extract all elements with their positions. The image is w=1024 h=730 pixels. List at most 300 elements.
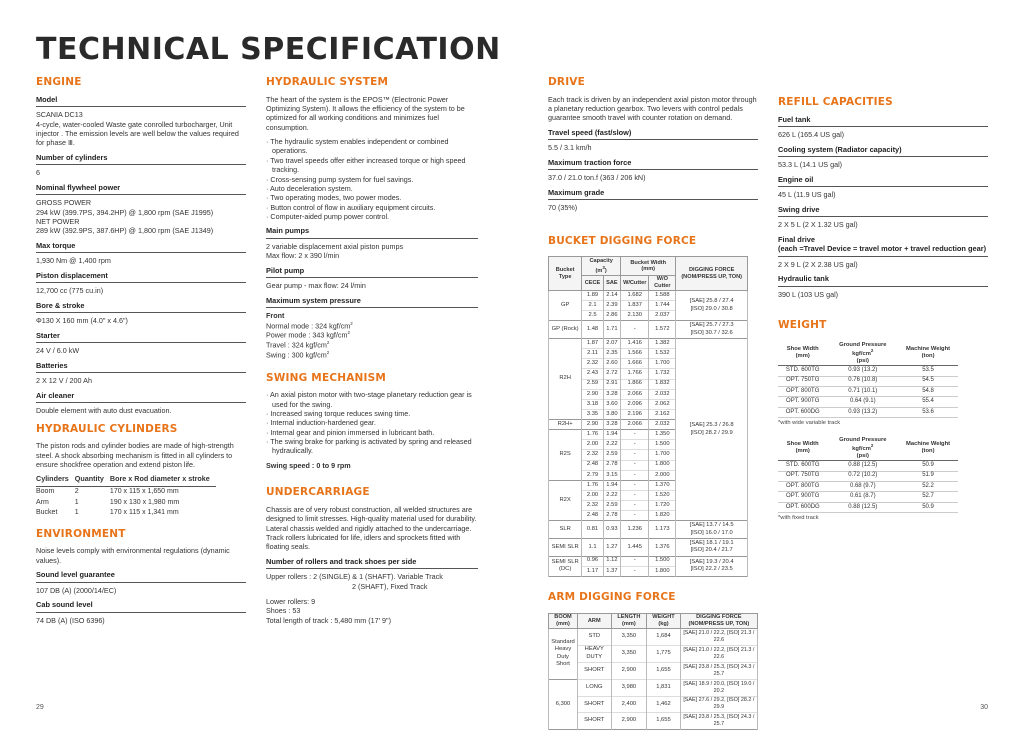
table-cell: 2.59 xyxy=(603,501,620,511)
table-cell: 2,900 xyxy=(611,663,647,680)
table-cell: Boom xyxy=(36,488,55,496)
digging-force-line: [SAE] 25.3 / 26.8 xyxy=(689,422,734,429)
table-cell: 1.682 xyxy=(621,291,649,301)
table-row xyxy=(778,482,958,492)
spec-value xyxy=(778,260,988,269)
digging-force-line: [SAE] 18.1 / 19.1 xyxy=(689,539,734,546)
bucket-type-cell: SEMI SLR (DC) xyxy=(549,556,582,576)
table-cell: 2.60 xyxy=(603,359,620,369)
spec-value-line: 5.5 / 3.1 km/h xyxy=(548,143,592,153)
digging-force-line: [ISO] 29.0 / 30.8 xyxy=(690,305,733,312)
weight-table-fixed xyxy=(778,436,958,513)
drive-spec-list xyxy=(548,128,758,213)
spec-value-line: 12,700 cc (775 cu.in) xyxy=(36,286,104,296)
col-ground-pressure: Ground Pressure kgf/$cm^2$ (psi) xyxy=(827,341,898,366)
table-cell: 55.4 xyxy=(898,397,958,407)
table-cell: 1,831 xyxy=(647,679,680,696)
table-cell: 1 xyxy=(74,508,79,516)
spec-value xyxy=(36,286,246,295)
spec-label: Cooling system (Radiator capacity) xyxy=(778,145,988,158)
table-cell: [SAE] 23.8 / 25.3, [ISO] 24.3 / 25.7 xyxy=(680,713,757,730)
table-row xyxy=(549,713,758,730)
table-cell: 1.37 xyxy=(603,566,620,576)
bullet-item: · Cross-sensing pump system for fuel savings. xyxy=(266,175,478,184)
weight-heading: WEIGHT xyxy=(778,319,827,332)
table-cell: 2.062 xyxy=(649,399,676,409)
spec-value xyxy=(36,406,246,415)
table-cell: 1.700 xyxy=(649,359,676,369)
table-cell: 1.866 xyxy=(621,379,649,389)
table-cell: 0.93 (13.2) xyxy=(827,407,898,417)
pressure-line xyxy=(266,340,478,350)
table-cell: 1.76 xyxy=(582,430,604,440)
table-cell: 1.416 xyxy=(621,339,649,349)
table-cell: 3.28 xyxy=(603,389,620,399)
spec-value-line: 626 L (165.4 US gal) xyxy=(778,130,845,140)
table-cell: 1.832 xyxy=(649,379,676,389)
bullet-item: · Two travel speeds offer either increased torque or high speed tracking. xyxy=(266,156,478,175)
digging-force-line: [SAE] 13.7 / 14.5 xyxy=(689,522,734,529)
table-cell: 1.376 xyxy=(649,538,676,556)
table-row xyxy=(778,471,958,481)
table-cell: 2.32 xyxy=(582,359,604,369)
table-cell: 2.066 xyxy=(621,420,649,430)
table-cell: 1.732 xyxy=(649,369,676,379)
table-cell: 1.89 xyxy=(582,291,604,301)
bucket-digging-force-table xyxy=(548,256,748,577)
table-cell: 2.130 xyxy=(621,311,649,321)
table-cell: 1.87 xyxy=(582,339,604,349)
bullet-item: · Internal induction-hardened gear. xyxy=(266,418,478,427)
spec-label: Maximum traction force xyxy=(548,158,758,171)
refill-spec-list xyxy=(778,115,988,300)
spec-label: Piston displacement xyxy=(36,271,246,284)
table-cell: 0.93 xyxy=(603,521,620,539)
drive-heading: DRIVE xyxy=(548,76,586,88)
spec-label: Number of cylinders xyxy=(36,153,246,166)
table-cell: 50.9 xyxy=(898,461,958,471)
table-row xyxy=(549,538,748,556)
spec-value-line: 294 kW (399.7PS, 394.2HP) @ 1,800 rpm (SAE J1995) xyxy=(36,207,214,217)
table-cell: 1.500 xyxy=(649,440,676,450)
table-row xyxy=(778,387,958,397)
bullet-item: · An axial piston motor with two-stage planetary reduction gear is used for the swing. xyxy=(266,390,478,409)
table-cell: 1.94 xyxy=(603,480,620,490)
table-row xyxy=(778,502,958,512)
spec-value-line: 390 L (103 US gal) xyxy=(778,289,839,299)
cylinders-table xyxy=(36,474,216,517)
weight-table-variable xyxy=(778,341,958,418)
table-cell: 51.9 xyxy=(898,471,958,481)
table-cell: - xyxy=(621,566,649,576)
table-cell: 2.39 xyxy=(603,301,620,311)
spec-value xyxy=(36,110,246,147)
bucket-digging-force-heading: BUCKET DIGGING FORCE xyxy=(548,234,697,247)
engine-heading: ENGINE xyxy=(36,76,82,88)
environment-text: Noise levels comply with environmental regulations (dynamic values). xyxy=(36,546,230,565)
table-cell: 52.7 xyxy=(898,492,958,502)
spec-value xyxy=(266,281,478,290)
bucket-type-cell: GP (Rock) xyxy=(549,321,582,339)
pressure-line xyxy=(266,330,478,340)
table-cell: 1.666 xyxy=(621,359,649,369)
spec-value xyxy=(36,316,246,325)
hydraulic-system-heading: HYDRAULIC SYSTEM xyxy=(266,76,389,88)
table-cell: 1.520 xyxy=(649,490,676,500)
table-cell: 54.5 xyxy=(898,376,958,386)
table-cell: 1.173 xyxy=(649,521,676,539)
table-cell: 170 x 115 x 1,650 mm xyxy=(109,488,179,496)
table-cell: 190 x 130 x 1,980 mm xyxy=(109,498,180,506)
engine-spec-list xyxy=(36,95,246,416)
table-cell: 2 xyxy=(74,488,79,496)
bucket-type-cell: SEMI SLR xyxy=(549,538,582,556)
table-cell: - xyxy=(621,490,649,500)
spec-value xyxy=(548,143,758,152)
drive-text: Each track is driven by an independent axial piston motor through a planetary reduction gearbox. Two levers with control pedals guarantee smooth travel with counter rotation on demand. xyxy=(548,94,757,123)
spec-value-line: 2 variable displacement axial piston pumps xyxy=(266,241,404,251)
spec-value-line: Gear pump - max flow: 24 l/min xyxy=(266,281,366,291)
table-cell: SHORT xyxy=(578,713,612,730)
table-row xyxy=(549,645,758,663)
spec-label: Starter xyxy=(36,331,246,344)
table-cell: OPT. 600DG xyxy=(778,502,827,512)
pressure-unit-sup: 2 xyxy=(326,340,330,346)
table-cell: 1 xyxy=(74,498,79,506)
table-cell: OPT. 800TG xyxy=(778,387,827,397)
table-cell: Bucket xyxy=(36,508,58,516)
table-cell: 2,900 xyxy=(611,713,647,730)
table-cell: STD. 600TG xyxy=(778,461,827,471)
spec-label: Main pumps xyxy=(266,226,478,239)
spec-label: Swing drive xyxy=(778,205,988,218)
table-cell: 1.350 xyxy=(649,430,676,440)
page-number-right: 30 xyxy=(980,704,988,711)
refill-capacities-heading: REFILL CAPACITIES xyxy=(778,96,893,108)
table-cell: 1.572 xyxy=(649,321,676,339)
arm-digging-force-heading: ARM DIGGING FORCE xyxy=(548,590,676,603)
table-cell: 1.1 xyxy=(582,538,604,556)
table-cell: 1.94 xyxy=(603,430,620,440)
table-cell: - xyxy=(621,440,649,450)
table-cell: 1.370 xyxy=(649,480,676,490)
table-row xyxy=(778,492,958,502)
table-cell: OPT. 600DG xyxy=(778,407,827,417)
col-machine-weight: Machine Weight (ton) xyxy=(898,436,958,461)
table-cell: 3,980 xyxy=(611,679,647,696)
weight-note-fixed: *with fixed track xyxy=(778,515,819,522)
spec-label: Model xyxy=(36,95,246,108)
col-bucket-type: Bucket Type xyxy=(549,257,582,291)
table-cell: 2.59 xyxy=(582,379,604,389)
rollers-label: Number of rollers and track shoes per side xyxy=(266,557,478,570)
hydraulic-bullet-list xyxy=(266,137,478,221)
col-digging-force: DIGGING FORCE (NOM/PRESS UP, TON) xyxy=(676,257,748,291)
table-cell: 1.532 xyxy=(649,349,676,359)
swing-bullet-list xyxy=(266,390,478,456)
table-cell: 2.000 xyxy=(649,470,676,480)
table-cell: 53.5 xyxy=(898,366,958,376)
bucket-type-cell: R2X xyxy=(549,480,582,521)
spec-label: Max torque xyxy=(36,241,246,254)
roller-line: Total length of track : 5,480 mm (17' 9") xyxy=(266,615,391,625)
table-cell: 3,350 xyxy=(611,628,647,645)
table-cell: 2.91 xyxy=(603,379,620,389)
spec-label: Sound level guarantee xyxy=(36,570,246,583)
table-cell: OPT. 750TG xyxy=(778,376,827,386)
table-cell: 0.71 (10.1) xyxy=(827,387,898,397)
table-cell: 1.12 xyxy=(603,556,620,566)
pressure-text: Travel : 324 kgf/cm xyxy=(266,340,327,350)
table-cell: 0.93 (13.2) xyxy=(827,366,898,376)
table-cell: 50.9 xyxy=(898,502,958,512)
table-row xyxy=(778,397,958,407)
table-cell: 2,400 xyxy=(611,696,647,713)
table-cell: 1.76 xyxy=(582,480,604,490)
table-cell: 2.35 xyxy=(603,349,620,359)
digging-force-line: [SAE] 25.7 / 27.3 xyxy=(689,322,734,329)
digging-force-line: [ISO] 20.4 / 21.7 xyxy=(690,547,733,554)
table-cell: 1,775 xyxy=(647,645,680,663)
table-cell: 52.2 xyxy=(898,482,958,492)
table-cell: 1.566 xyxy=(621,349,649,359)
table-cell: OPT. 750TG xyxy=(778,471,827,481)
spec-value-line: 53.3 L (14.1 US gal) xyxy=(778,160,843,170)
boom-cell: Standard Heavy Duty Short xyxy=(549,628,578,679)
spec-value xyxy=(778,220,988,229)
col-sae: SAE xyxy=(603,275,620,290)
table-cell: - xyxy=(621,470,649,480)
table-cell: 2.32 xyxy=(582,501,604,511)
col-ground-pressure: Ground Pressure kgf/$cm^2$ (psi) xyxy=(827,436,898,461)
table-cell: 1.236 xyxy=(621,521,649,539)
bullet-item: · The hydraulic system enables independent or combined operations. xyxy=(266,137,478,156)
arm-header: BOOM (mm) xyxy=(549,613,578,628)
table-cell: 1.588 xyxy=(649,291,676,301)
weight-note-variable: *with wide variable track xyxy=(778,420,841,427)
boom-cell: 6,300 xyxy=(549,679,578,729)
spec-value-line: 37.0 / 21.0 ton.f (363 / 206 kN) xyxy=(548,173,646,183)
table-cell: 2.22 xyxy=(603,440,620,450)
digging-force-cell xyxy=(676,521,748,539)
environment-spec-list xyxy=(36,570,246,625)
table-cell: 2.43 xyxy=(582,369,604,379)
digging-force-cell xyxy=(676,538,748,556)
bullet-item: · Two operating modes, two power modes. xyxy=(266,193,478,202)
arm-header: DIGGING FORCE (NOM/PRESS UP, TON) xyxy=(680,613,757,628)
table-cell: 54.8 xyxy=(898,387,958,397)
spec-value xyxy=(266,242,478,261)
table-cell: [SAE] 21.0 / 22.2, [ISO] 21.3 / 22.6 xyxy=(680,628,757,645)
spec-label: Final drive (each =Travel Device = travel motor + travel reduction gear) xyxy=(778,235,988,257)
table-cell: LONG xyxy=(578,679,612,696)
table-cell: 1,655 xyxy=(647,713,680,730)
spec-value-line: 107 DB (A) (2000/14/EC) xyxy=(36,585,117,595)
pressure-unit-sup: 2 xyxy=(347,330,351,336)
spec-value-line: Max flow: 2 x 390 l/min xyxy=(266,251,340,261)
table-cell: 170 x 115 x 1,341 mm xyxy=(109,508,179,516)
table-cell: - xyxy=(621,430,649,440)
roller-line: Shoes : 53 xyxy=(266,606,301,616)
table-cell: 2.1 xyxy=(582,301,604,311)
table-cell: 1,655 xyxy=(647,663,680,680)
table-cell: 2.22 xyxy=(603,490,620,500)
digging-force-line: [ISO] 30.7 / 32.6 xyxy=(690,329,733,336)
bucket-type-cell: R2H xyxy=(549,339,582,420)
pressure-front-label: Front xyxy=(266,311,285,321)
spec-label: Fuel tank xyxy=(778,115,988,128)
column-3 xyxy=(548,76,758,730)
bullet-item: · Auto deceleration system. xyxy=(266,184,478,193)
spec-value-line: SCANIA DC13 xyxy=(36,110,83,120)
table-cell: 1.48 xyxy=(582,321,604,339)
column-2 xyxy=(266,76,478,625)
table-cell: SHORT xyxy=(578,696,612,713)
table-cell: [SAE] 27.6 / 29.2, [ISO] 28.2 / 29.9 xyxy=(680,696,757,713)
spec-label: Engine oil xyxy=(778,175,988,188)
bucket-type-cell: R2H+ xyxy=(549,420,582,430)
spec-value-line: NET POWER xyxy=(36,217,80,227)
table-row xyxy=(778,366,958,376)
arm-header: ARM xyxy=(578,613,612,628)
bullet-item: · Increased swing torque reduces swing time. xyxy=(266,409,478,418)
spec-value xyxy=(778,190,988,199)
spec-value-line: GROSS POWER xyxy=(36,198,92,208)
table-cell: 2.11 xyxy=(582,349,604,359)
spec-label: Pilot pump xyxy=(266,266,478,279)
table-cell: [SAE] 18.9 / 20.0, [ISO] 19.0 / 20.2 xyxy=(680,679,757,696)
table-cell: - xyxy=(621,450,649,460)
table-cell: 1.700 xyxy=(649,450,676,460)
table-cell: 2.78 xyxy=(603,511,620,521)
pressure-label: Maximum system pressure xyxy=(266,296,478,309)
spec-value xyxy=(778,290,988,299)
page-title: TECHNICAL SPECIFICATION xyxy=(36,32,501,67)
spec-label: Nominal flywheel power xyxy=(36,183,246,196)
table-cell: 2.48 xyxy=(582,511,604,521)
hydraulic-intro: The heart of the system is the EPOS™ (Electronic Power Optimizing System). It allows the efficiency of the system to be optimized for all working conditions and minimizes fuel consumption. xyxy=(266,94,465,132)
undercarriage-text: Chassis are of very robust construction, all welded structures are designed to limit stresses. High-quality material used for durability. Lateral chassis welded and rigidly attached to the undercarriage. Track rollers lubricated for life, idlers and sprockets fitted with floating seals. xyxy=(266,504,477,552)
table-row xyxy=(36,497,216,507)
digging-force-cell xyxy=(676,339,748,521)
table-row xyxy=(549,339,748,349)
table-cell: 3.18 xyxy=(582,399,604,409)
table-cell: Arm xyxy=(36,498,49,506)
cylinders-header: Quantity xyxy=(75,474,110,486)
table-cell: 2.14 xyxy=(603,291,620,301)
table-row xyxy=(36,507,216,517)
spec-label: Batteries xyxy=(36,361,246,374)
roller-line: Lower rollers: 9 xyxy=(266,596,316,606)
swing-mechanism-heading: SWING MECHANISM xyxy=(266,371,387,384)
spec-value-line: 2 X 9 L (2 X 2.38 US gal) xyxy=(778,259,858,269)
table-cell: 2.59 xyxy=(603,450,620,460)
hydraulic-cylinders-heading: HYDRAULIC CYLINDERS xyxy=(36,422,178,435)
table-row xyxy=(549,696,758,713)
table-cell: 2.32 xyxy=(582,450,604,460)
table-cell: 2.032 xyxy=(649,420,676,430)
table-cell: - xyxy=(621,460,649,470)
spec-label: Air cleaner xyxy=(36,391,246,404)
table-cell: 0.68 (9.7) xyxy=(827,482,898,492)
spec-value xyxy=(36,376,246,385)
digging-force-line: [SAE] 19.3 / 20.4 xyxy=(689,558,734,565)
spec-value-line: 2 X 5 L (2 X 1.32 US gal) xyxy=(778,220,858,230)
spec-value-line: 45 L (11.9 US gal) xyxy=(778,190,836,200)
spec-value xyxy=(548,203,758,212)
table-cell: 1.766 xyxy=(621,369,649,379)
spec-label: Bore & stroke xyxy=(36,301,246,314)
spec-value xyxy=(36,198,246,235)
table-cell: 2.72 xyxy=(603,369,620,379)
table-row xyxy=(549,628,758,645)
table-cell: 2.90 xyxy=(582,389,604,399)
digging-force-line: [ISO] 28.2 / 29.9 xyxy=(690,429,733,436)
arm-header: WEIGHT (kg) xyxy=(647,613,680,628)
digging-force-line: [ISO] 22.2 / 23.5 xyxy=(690,566,733,573)
table-cell: 2.48 xyxy=(582,460,604,470)
table-cell: 0.72 (10.2) xyxy=(827,471,898,481)
table-cell: SHORT xyxy=(578,663,612,680)
table-cell: 0.88 (12.5) xyxy=(827,461,898,471)
table-cell: 0.61 (8.7) xyxy=(827,492,898,502)
table-cell: 2.00 xyxy=(582,490,604,500)
table-cell: OPT. 800TG xyxy=(778,482,827,492)
arm-header: LENGTH (mm) xyxy=(611,613,647,628)
spec-label: Cab sound level xyxy=(36,600,246,613)
bullet-item: · Internal gear and pinion immersed in lubricant bath. xyxy=(266,428,478,437)
column-1 xyxy=(36,76,246,630)
table-row xyxy=(778,461,958,471)
table-cell: 1.720 xyxy=(649,501,676,511)
column-4 xyxy=(778,96,988,531)
table-cell: - xyxy=(621,480,649,490)
table-cell: 2.07 xyxy=(603,339,620,349)
table-row xyxy=(549,663,758,680)
table-cell: 2.79 xyxy=(582,470,604,480)
spec-value-line: 289 kW (392.9PS, 387.6HP) @ 1,800 rpm (SAE J1349) xyxy=(36,226,214,236)
table-cell: 1.27 xyxy=(603,538,620,556)
spec-label: Maximum grade xyxy=(548,188,758,201)
roller-counts xyxy=(266,597,478,625)
pressure-line xyxy=(266,350,478,360)
cylinders-header: Bore x Rod diameter x stroke xyxy=(110,474,216,486)
col-bucket-width: Bucket Width (mm) xyxy=(621,257,676,275)
bullet-item: · The swing brake for parking is activated by spring and released hydraulically. xyxy=(266,437,478,456)
table-row xyxy=(549,556,748,566)
digging-force-line: [ISO] 16.0 / 17.0 xyxy=(690,529,733,536)
table-cell: 2.86 xyxy=(603,311,620,321)
table-cell: HEAVY DUTY xyxy=(578,645,612,663)
col-shoe-width: Shoe Width (mm) xyxy=(778,436,827,461)
swing-speed: Swing speed : 0 to 9 rpm xyxy=(266,460,351,470)
arm-digging-force-table xyxy=(548,613,758,730)
digging-force-cell xyxy=(676,291,748,321)
spec-label: Hydraulic tank xyxy=(778,274,988,287)
table-cell: [SAE] 23.8 / 25.3, [ISO] 24.3 / 25.7 xyxy=(680,663,757,680)
table-cell: STD xyxy=(578,628,612,645)
table-cell: 2.066 xyxy=(621,389,649,399)
table-cell: OPT. 900TG xyxy=(778,492,827,502)
digging-force-line: [SAE] 25.8 / 27.4 xyxy=(689,298,734,305)
table-cell: 1.820 xyxy=(649,511,676,521)
spec-value-line: Φ130 X 160 mm (4.0" x 4.6") xyxy=(36,316,128,326)
table-row xyxy=(549,291,748,301)
table-cell: 0.88 (12.5) xyxy=(827,502,898,512)
spec-value-line: 74 DB (A) (ISO 6396) xyxy=(36,615,105,625)
table-row xyxy=(549,521,748,539)
table-cell: 3.60 xyxy=(603,399,620,409)
